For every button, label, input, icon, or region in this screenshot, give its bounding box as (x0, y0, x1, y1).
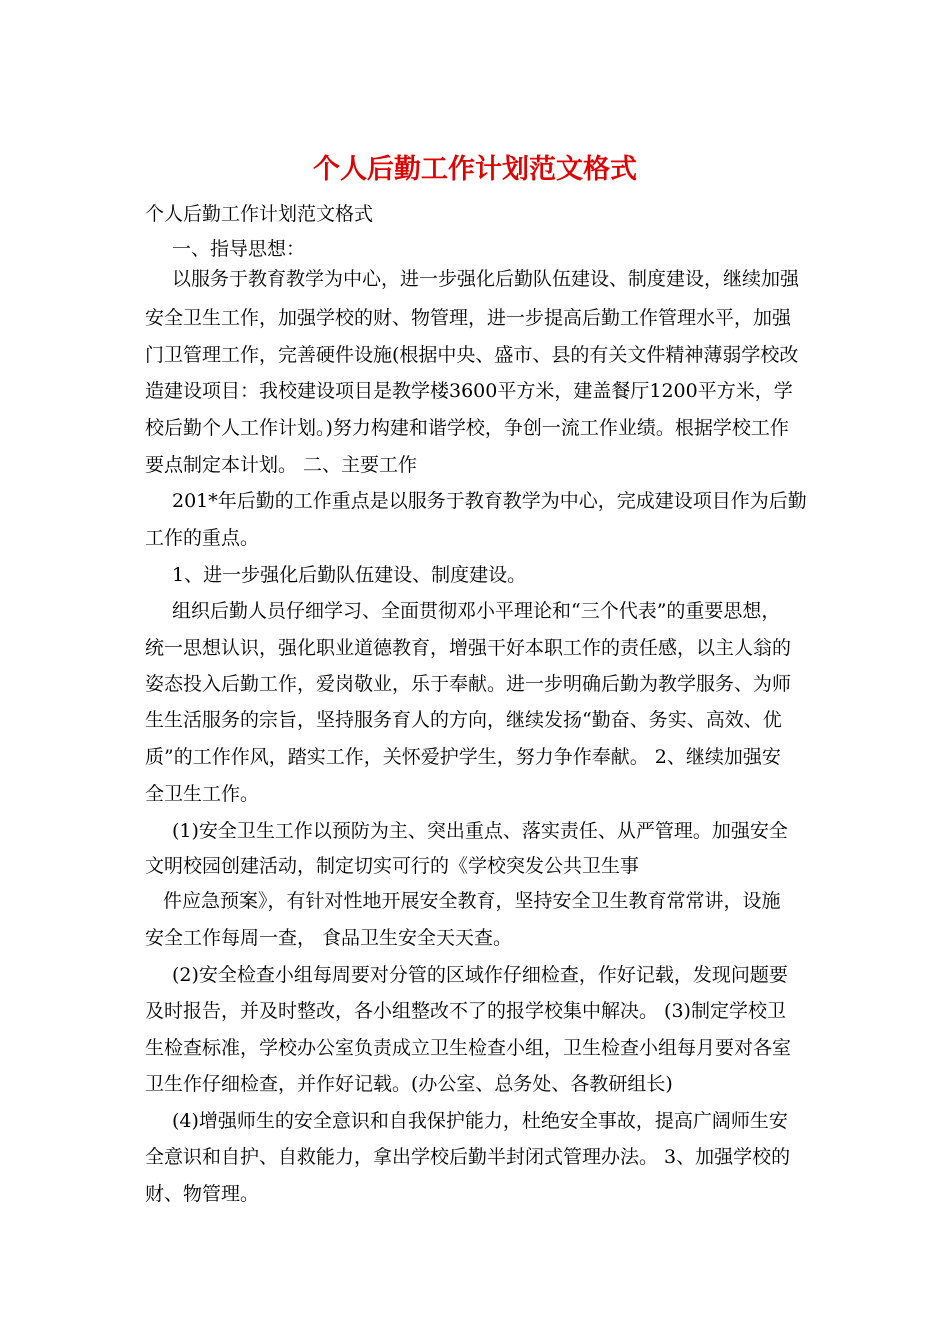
body-line: 门卫管理工作，完善硬件设施(根据中央、盛市、县的有关文件精神薄弱学校改 (145, 344, 799, 366)
body-line: 要点制定本计划。 二、主要工作 (145, 454, 418, 476)
body-line: 201*年后勤的工作重点是以服务于教育教学为中心，完成建设项目作为后勤 (172, 490, 807, 512)
body-line: 姿态投入后勤工作，爱岗敬业，乐于奉献。进一步明确后勤为教学服务、为师 (145, 673, 792, 695)
body-line: 以服务于教育教学为中心，进一步强化后勤队伍建设、制度建设，继续加强 (172, 268, 800, 290)
body-line: 生生活服务的宗旨，坚持服务育人的方向，继续发扬“勤奋、务实、高效、优 (145, 709, 782, 731)
body-line: 安全卫生工作，加强学校的财、物管理，进一步提高后勤工作管理水平，加强 (145, 307, 792, 329)
body-line: (4)增强师生的安全意识和自我保护能力，杜绝安全事故，提高广阔师生安 (172, 1110, 788, 1132)
body-line: 财、物管理。 (145, 1183, 260, 1205)
body-line: 一、指导思想： (172, 238, 306, 260)
body-line: (2)安全检查小组每周要对分管的区域作仔细检查，作好记载，发现问题要 (172, 964, 788, 986)
body-line: 件应急预案》，有针对性地开展安全教育，坚持安全卫生教育常常讲，设施 (163, 890, 781, 912)
body-line: 造建设项目：我校建设项目是教学楼3600平方米，建盖餐厅1200平方米，学 (145, 380, 793, 402)
body-line: 安全工作每周一查， 食品卫生安全天天查。 (145, 927, 513, 949)
body-line: 全卫生工作。 (145, 783, 260, 805)
document-title: 个人后勤工作计划范文格式 (313, 154, 637, 185)
body-line: 校后勤个人工作计划。)努力构建和谐学校，争创一流工作业绩。根据学校工作 (145, 417, 789, 439)
body-line: 质”的工作作风，踏实工作，关怀爱护学生，努力争作奉献。 2、继续加强安 (145, 746, 781, 768)
body-line: 全意识和自护、自救能力，拿出学校后勤半封闭式管理办法。 3、加强学校的 (145, 1146, 791, 1168)
body-line: 个人后勤工作计划范文格式 (145, 203, 374, 225)
body-line: 1、进一步强化后勤队伍建设、制度建设。 (172, 564, 527, 586)
body-line: 文明校园创建活动，制定切实可行的《学校突发公共卫生事 (145, 855, 640, 877)
body-line: 及时报告，并及时整改，各小组整改不了的报学校集中解决。 (3)制定学校卫 (145, 1000, 786, 1022)
body-line: 生检查标准，学校办公室负责成立卫生检查小组，卫生检查小组每月要对各室 (145, 1037, 792, 1059)
body-line: 工作的重点。 (145, 527, 260, 549)
body-line: 卫生作仔细检查，并作好记载。(办公室、总务处、各教研组长) (145, 1073, 673, 1095)
body-line: 组织后勤人员仔细学习、全面贯彻邓小平理论和“三个代表”的重要思想， (172, 600, 781, 622)
body-line: 统一思想认识，强化职业道德教育，增强干好本职工作的责任感，以主人翁的 (145, 637, 792, 659)
body-line: (1)安全卫生工作以预防为主、突出重点、落实责任、从严管理。加强安全 (172, 820, 788, 842)
